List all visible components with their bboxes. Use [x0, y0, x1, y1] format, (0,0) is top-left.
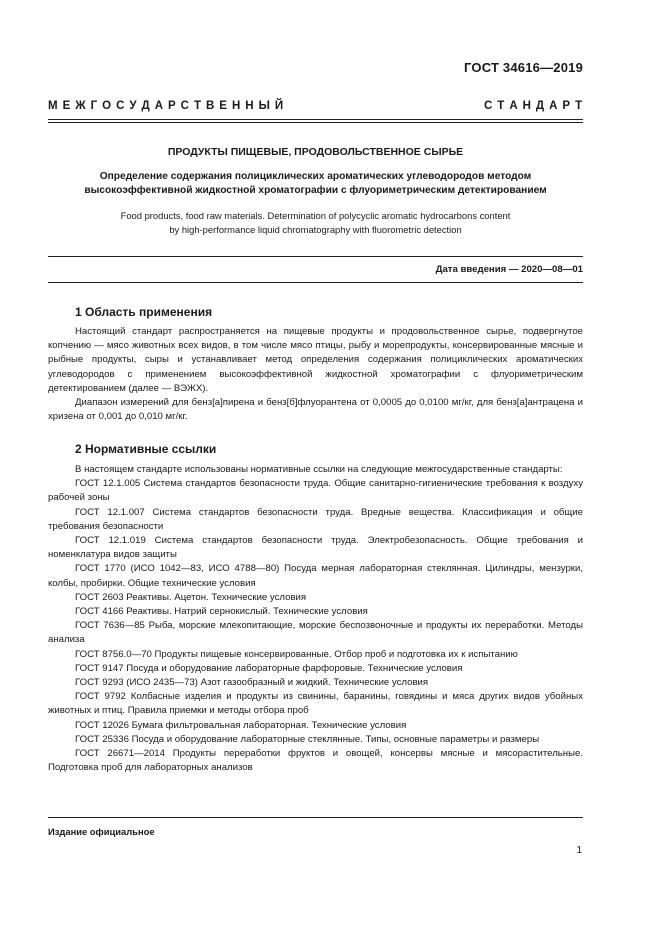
official-edition-label: Издание официальное	[48, 826, 155, 837]
subtitle-line-1: Определение содержания полициклических ароматических углеводородов методом	[99, 171, 532, 182]
english-title-line-1: Food products, food raw materials. Determination of polycyclic aromatic hydrocarbons content	[120, 210, 511, 221]
reference-item: ГОСТ 2603 Реактивы. Ацетон. Технические условия	[75, 591, 307, 603]
section-2-intro: В настоящем стандарте использованы нормативные ссылки на следующие межгосударственные стандарты:	[75, 464, 563, 475]
subtitle-line-2: высокоэффективной жидкостной хроматографии с флуориметрическим детектированием	[84, 185, 547, 196]
reference-item: ГОСТ 9147 Посуда и оборудование лабораторные фарфоровые. Технические условия	[75, 662, 463, 674]
section-2-heading: 2 Нормативные ссылки	[75, 442, 217, 456]
standard-type-word-2: С Т А Н Д А Р Т	[484, 100, 583, 112]
english-title	[48, 209, 583, 237]
header-rule-bottom	[48, 122, 583, 123]
section-2-body	[48, 463, 583, 775]
reference-item: ГОСТ 1770 (ИСО 1042—83, ИСО 4788—80) Посуда мерная лабораторная стеклянная. Цилиндры, мензурки, колбы, пробирки. Общие технические условия	[48, 563, 583, 589]
reference-item: ГОСТ 12.1.019 Система стандартов безопасности труда. Электробезопасность. Общие требования и номенклатура видов защиты	[48, 535, 583, 561]
section-1-paragraph-1: Настоящий стандарт распространяется на пищевые продукты и продовольственное сырье, подвергнутое копчению — мясо животных всех видов, в том числе мясо птицы, рыбу и морепродукты, консервированные мясные и рыбные продукты, сыры и устанавливает метод определения содержания полициклических ароматических углеводородов с применением высокоэффективной жидкостной хроматографии с флуориметрическим детектированием (далее — ВЭЖХ).	[48, 326, 583, 394]
header-rule-top	[48, 119, 583, 120]
footer-rule	[48, 817, 583, 818]
reference-item: ГОСТ 12.1.005 Система стандартов безопасности труда. Общие санитарно-гигиенические требования к воздуху рабочей зоны	[48, 478, 583, 504]
introduction-date: Дата введения — 2020—08—01	[435, 264, 583, 275]
section-1-body	[48, 325, 583, 424]
reference-item: ГОСТ 12.1.007 Система стандартов безопасности труда. Вредные вещества. Классификация и общие требования безопасности	[48, 506, 583, 532]
document-title: ПРОДУКТЫ ПИЩЕВЫЕ, ПРОДОВОЛЬСТВЕННОЕ СЫРЬЕ	[167, 146, 464, 158]
standard-type-word-1: М Е Ж Г О С У Д А Р С Т В Е Н Н Ы Й	[48, 100, 284, 112]
section-1-heading: 1 Область применения	[75, 305, 213, 319]
reference-item: ГОСТ 26671—2014 Продукты переработки фруктов и овощей, консервы мясные и мясорастительные. Подготовка проб для лабораторных анализов	[48, 748, 583, 774]
section-1-paragraph-2: Диапазон измерений для бенз[а]пирена и бенз[б]флуорантена от 0,0005 до 0,0100 мг/кг, для бенз[а]антрацена и хризена от 0,001 до 0,010 мг/кг.	[48, 397, 583, 423]
date-rule	[48, 256, 583, 257]
reference-item: ГОСТ 25336 Посуда и оборудование лабораторные стеклянные. Типы, основные параметры и размеры	[75, 733, 540, 745]
reference-item: ГОСТ 9792 Колбасные изделия и продукты из свинины, баранины, говядины и мяса других видов убойных животных и птиц. Правила приемки и методы отбора проб	[48, 691, 583, 717]
section-start-rule	[48, 282, 583, 283]
reference-item: ГОСТ 9293 (ИСО 2435—73) Азот газообразный и жидкий. Технические условия	[75, 677, 429, 689]
english-title-line-2: by high-performance liquid chromatography with fluorometric detection	[169, 224, 462, 235]
reference-item: ГОСТ 4166 Реактивы. Натрий сернокислый. Технические условия	[75, 606, 368, 618]
page-number: 1	[576, 845, 582, 856]
reference-item: ГОСТ 12026 Бумага фильтровальная лабораторная. Технические условия	[75, 719, 407, 731]
reference-item: ГОСТ 7636—85 Рыба, морские млекопитающие, морские беспозвоночные и продукты их переработки. Методы анализа	[48, 620, 583, 646]
document-number: ГОСТ 34616—2019	[464, 60, 583, 75]
document-subtitle	[48, 170, 583, 198]
standard-type-heading	[48, 100, 583, 112]
reference-item: ГОСТ 8756.0—70 Продукты пищевые консервированные. Отбор проб и подготовка их к испытанию	[75, 648, 518, 660]
